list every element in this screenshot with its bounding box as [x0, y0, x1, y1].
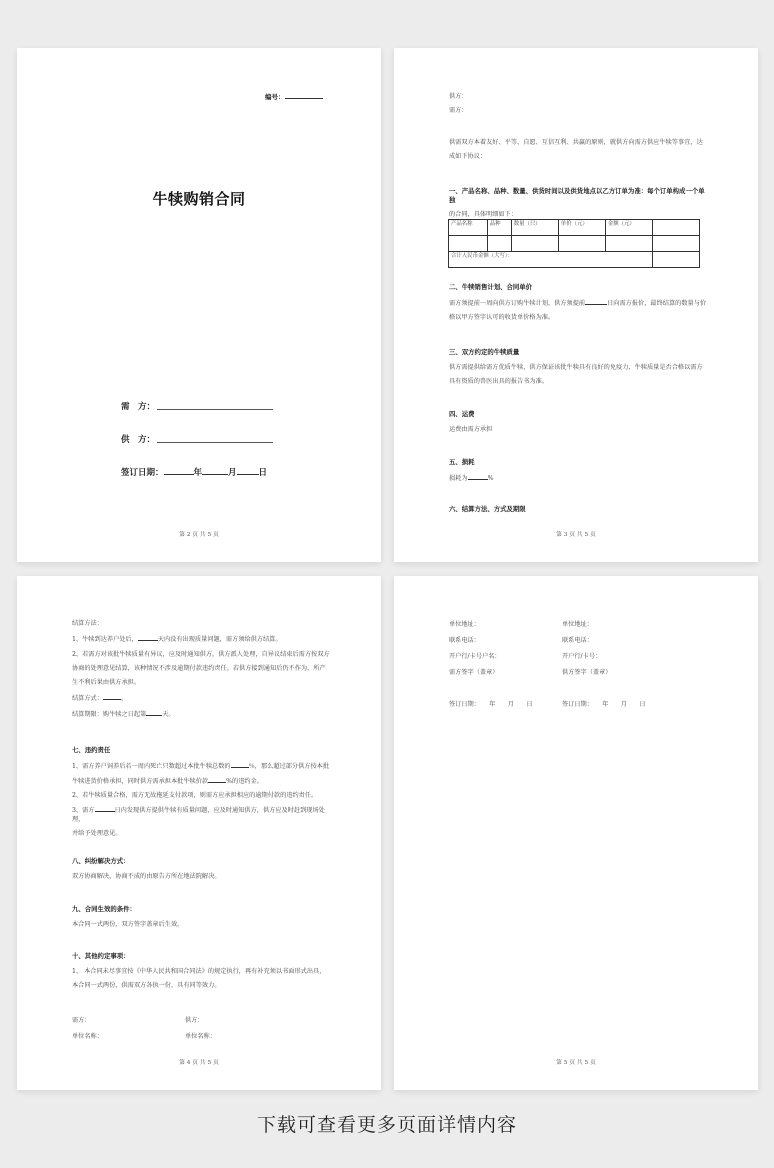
table-total-row: 合计人民币金额（大写）：	[449, 252, 700, 268]
seller-line	[157, 442, 273, 443]
table-row	[449, 236, 700, 252]
goods-table	[448, 219, 700, 268]
unit-name-buyer: 单位名称：	[72, 1033, 103, 1040]
table-header-row: 产品名称 品种 数量（只） 单价（元） 金额（元）	[449, 220, 700, 236]
unit-name-seller: 单位名称：	[185, 1033, 216, 1040]
section-1: 一、产品名称、品种、数量、供货时间以及供货地点以乙方订单为准：每个订单构成一个单独 的合同，具体明细如下：	[449, 187, 705, 218]
address-buyer: 单位地址：	[449, 621, 480, 628]
buyer-label: 需方：	[449, 107, 468, 114]
seller-field: 供 方：	[121, 435, 156, 445]
supplier-label: 供方：	[449, 93, 468, 100]
contract-page-4	[17, 576, 381, 1090]
page-number: 第 4 页 共 5 页	[179, 1060, 219, 1066]
serial-number: 编号：	[265, 92, 323, 101]
sign-buyer: 需方：	[72, 1017, 91, 1024]
section-7: 七、违约责任 1、需方养户饲养后若一周内死亡只数超过本批牛犊总数的 ％，那么超过部分供方按本批 牛犊进货价格承担，同时供方需承担本批牛犊价款 %的违约金。 2、若牛犊质量合格，需方无故拖延支付款项，则需方应承担相应的逾期付款的违约责任。 3、需方 日内发现供方提供牛犊有质量问题，应及时通知供方，供方应及时赶到现场处理， 并给予处理意见。	[72, 746, 330, 837]
serial-blank	[285, 92, 323, 99]
bank-seller: 开户行/卡号：	[562, 653, 602, 660]
section-8: 八、纠纷解决方式： 双方协商解决，协商不成的由原告方所在地法院解决。	[72, 857, 221, 880]
page-number: 第 5 页 共 5 页	[556, 1060, 596, 1066]
bank-buyer: 开户行/卡号户名：	[449, 653, 501, 660]
section-10: 十、其他约定事项： 1、 本合同未尽事宜按《中华人民共和国合同法》的规定执行，再有补充须以书面形式出具， 本合同一式两份，供需双方各执一份，具有同等效力。	[72, 952, 326, 989]
page-number: 第 2 页 共 5 页	[179, 532, 219, 538]
address-seller: 单位地址：	[562, 621, 593, 628]
section-9: 九、合同生效的条件： 本合同一式两份，双方签字盖章后生效。	[72, 905, 184, 928]
contract-cover-page	[17, 48, 381, 562]
sign-date-buyer: 签订日期： 年 月 日	[449, 701, 533, 708]
phone-buyer: 联系电话：	[449, 637, 480, 644]
section-5: 五、损耗 损耗为 %	[449, 458, 494, 482]
download-caption: 下载可查看更多页面详情内容	[256, 1114, 517, 1136]
contract-page-3	[394, 48, 758, 562]
sign-date-seller: 签订日期： 年 月 日	[562, 701, 646, 708]
contract-title: 牛犊购销合同	[152, 190, 246, 208]
buyer-line	[157, 409, 273, 410]
section-2: 二、牛犊销售计划、合同单价 需方须提前一周向供方订购牛犊计划，供方须提前 日向需方报价，最终结算的数量与价 格以甲方签字认可的收货单价格为准。	[449, 283, 707, 321]
page-number: 第 3 页 共 5 页	[556, 532, 596, 538]
section-3: 三、双方约定的牛犊质量 供方需提供给需方优质牛犊，供方保证该批牛犊具有良好的免疫力，牛犊质量是否合格以需方 具有资质的兽医出具的报告书为准。	[449, 348, 703, 385]
section-4: 四、运费 运费由需方承担	[449, 410, 493, 433]
signature-seller: 供方签字（盖章）	[562, 669, 612, 676]
sign-date-field: 签订日期： 年 月 日	[121, 468, 268, 478]
buyer-field: 需 方：	[121, 402, 156, 412]
intro-paragraph: 供需双方本着友好、平等、自愿、互信互利、共赢的原则，就供方向需方供应牛犊等事宜，达 成如下协议：	[449, 139, 703, 160]
phone-seller: 联系电话：	[562, 637, 593, 644]
sign-seller: 供方：	[185, 1017, 204, 1024]
settlement-block: 结算方法： 1、牛犊到达养户处后， 天内没有出现质量问题，需方须给供方结算。 2、若需方对该批牛犊质量有异议，应及时通知供方，供方派人处理，自异议结束后需方按双方 协商的处理意见结算，该种情况不涉及逾期付款违约责任。若供方接到通知后仍不作为，所产 生不利后果由供方承担。 结算方式： 。 结算期限：购牛犊之日起第 天。	[72, 620, 330, 718]
signature-buyer: 需方签字（盖章）	[449, 669, 499, 676]
section-6: 六、结算方法、方式及期限	[449, 505, 526, 513]
contract-page-5	[394, 576, 758, 1090]
